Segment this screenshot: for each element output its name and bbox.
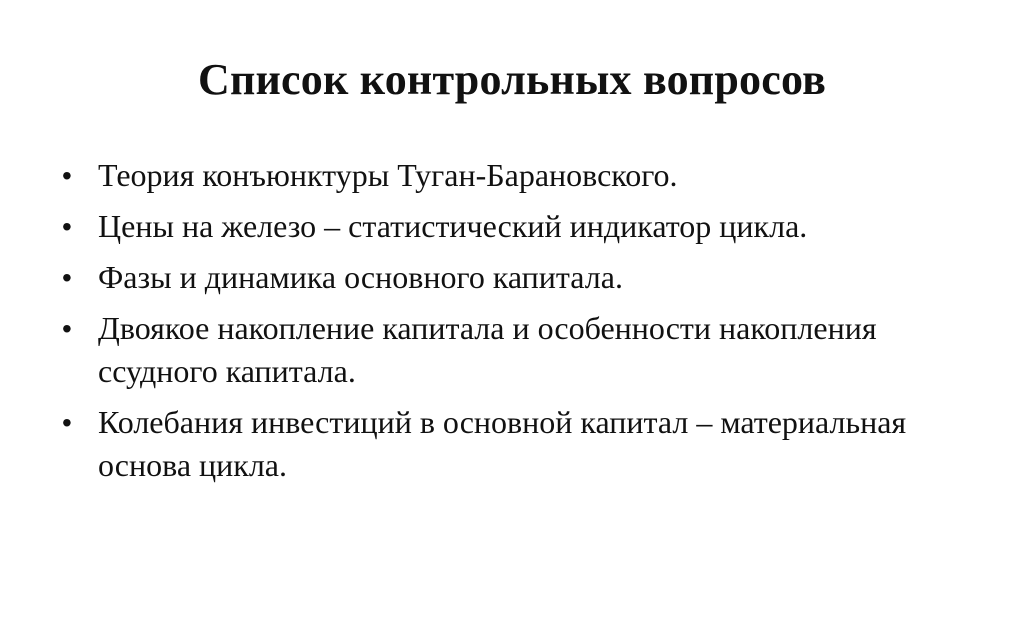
list-item-text: Цены на железо – статистический индикатор цикла. (98, 208, 808, 244)
bullet-icon: • (62, 262, 72, 293)
list-item (62, 154, 982, 197)
list-item-text: Фазы и динамика основного капитала. (98, 259, 623, 295)
bullet-icon: • (62, 313, 72, 344)
list-item-text: Теория конъюнктуры Туган-Барановского. (98, 157, 678, 193)
list-item-text: Колебания инвестиций в основной капитал – материальная основа цикла. (98, 404, 907, 483)
bullet-icon: • (62, 160, 72, 191)
slide-title: Список контрольных вопросов (197, 55, 827, 104)
bullet-list (62, 154, 982, 495)
bullet-icon: • (62, 211, 72, 242)
bullet-icon: • (62, 407, 72, 438)
list-item (62, 256, 982, 299)
list-item-text: Двоякое накопление капитала и особенности накопления ссудного капитала. (98, 310, 877, 389)
list-item (62, 401, 982, 487)
list-item (62, 307, 982, 393)
list-item (62, 205, 982, 248)
